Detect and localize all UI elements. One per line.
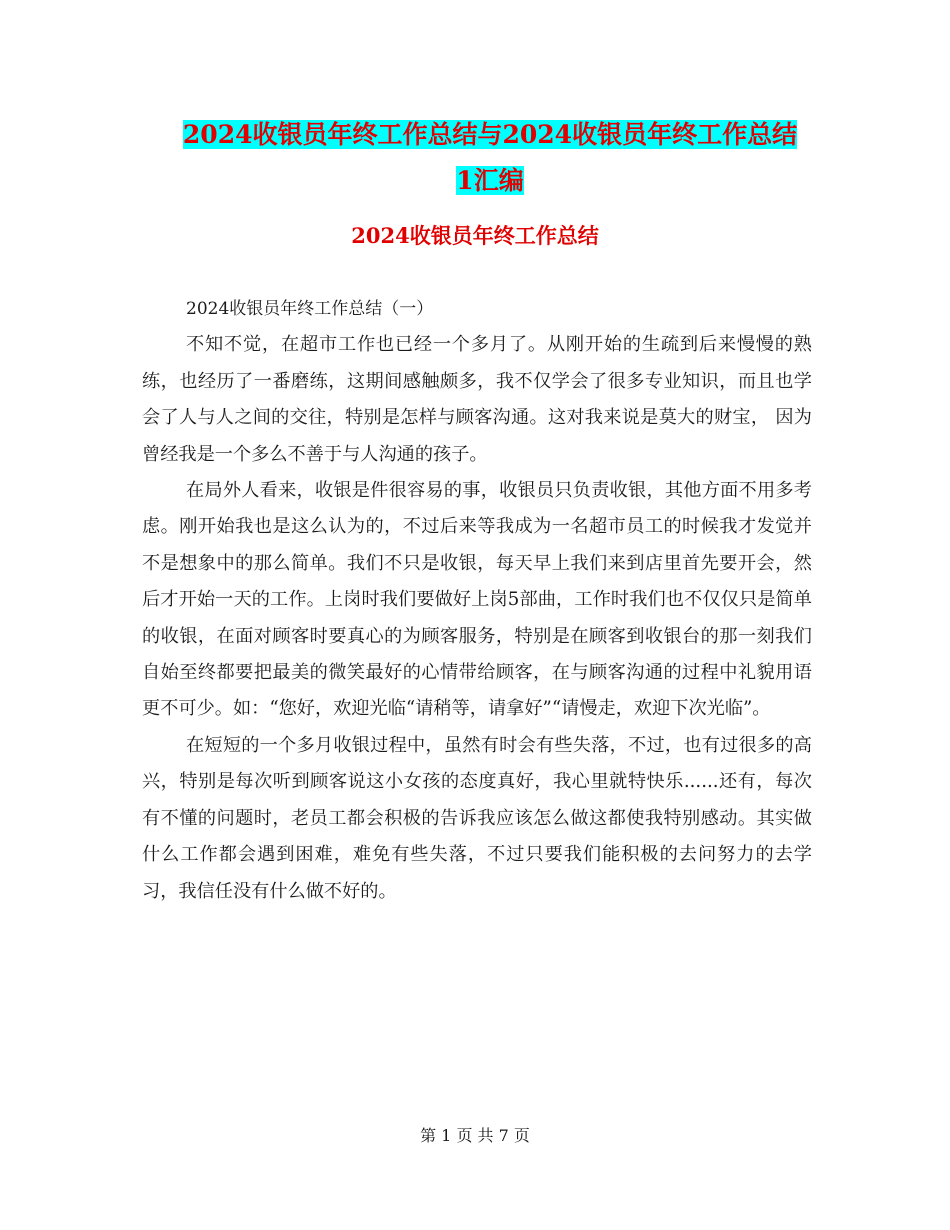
paragraph: 不知不觉，在超市工作也已经一个多月了。从刚开始的生疏到后来慢慢的熟练，也经历了一番磨练，这期间感触颇多，我不仅学会了很多专业知识，而且也学会了人与人之间的交往，特别是怎样与顾客沟通。这对我来说是莫大的财宝， 因为曾经我是一个多么不善于与人沟通的孩子。 [142,334,812,465]
document-title [140,112,840,204]
page-footer: 第 1 页 共 7 页 [420,1126,530,1145]
paragraph: 在短短的一个多月收银过程中，虽然有时会有些失落，不过，也有过很多的高兴，特别是每次听到顾客说这小女孩的态度真好，我心里就特快乐......还有，每次有不懂的问题时，老员工都会积极的告诉我应该怎么做这都使我特别感动。其实做什么工作都会遇到困难，难免有些失落，不过只要我们能积极的去问努力的去学习，我信任没有什么做不好的。 [142,734,812,902]
document-title-line2: 1汇编 [456,166,524,195]
subheading: 2024收银员年终工作总结（一） [186,299,434,319]
document-title-line1: 2024收银员年终工作总结与2024收银员年终工作总结 [182,120,798,149]
document-body [142,291,812,910]
paragraph: 在局外人看来，收银是件很容易的事，收银员只负责收银，其他方面不用多考虑。刚开始我也是这么认为的，不过后来等我成为一名超市员工的时候我才发觉并不是想象中的那么简单。我们不只是收银，每天早上我们来到店里首先要开会，然后才开始一天的工作。上岗时我们要做好上岗5部曲，工作时我们也不仅仅只是简单的收银，在面对顾客时要真心的为顾客服务，特别是在顾客到收银台的那一刻我们自始至终都要把最美的微笑最好的心情带给顾客，在与顾客沟通的过程中礼貌用语更不可少。如：“您好，欢迎光临“请稍等，请拿好”“请慢走，欢迎下次光临”。 [142,480,812,720]
section-title: 2024收银员年终工作总结 [351,223,599,248]
